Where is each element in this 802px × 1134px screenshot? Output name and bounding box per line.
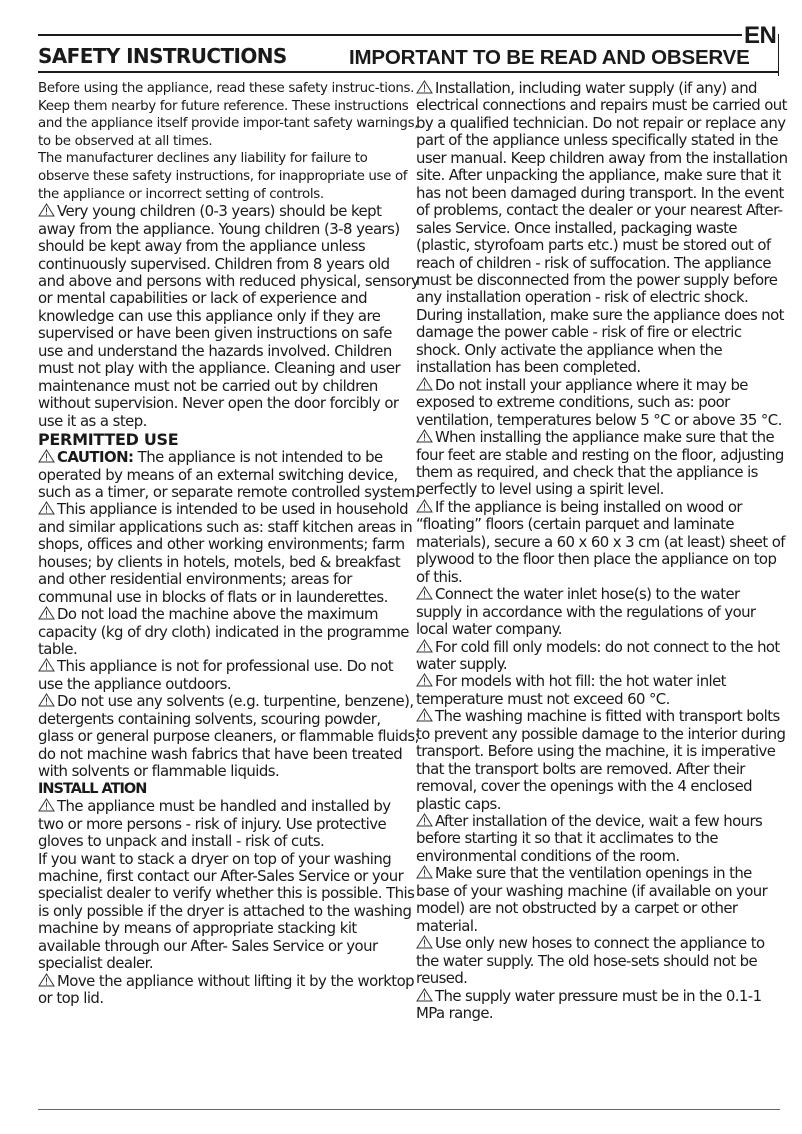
safety-item-text: Installation, including water supply (if any) and electrical connections and repairs must be carried out by a qualified technician. Do not repair or replace any part of the appliance unless specifically stated in the user manual. Keep children away from the installation site. After unpacking the appliance, make sure that it has not been damaged during transport. In the event of problems, contact the dealer or your nearest After-sales Service. Once installed, packaging waste (plastic, styrofoam parts etc.) must be stored out of reach of children - risk of suffocation. The appliance must be disconnected from the power supply before any installation operation - risk of electric shock. During installation, make sure the appliance does not damage the power cable - risk of fire or electric shock. Only activate the appliance when the installation has been completed. bbox=[416, 79, 788, 377]
intro-paragraph: Before using the appliance, read these safety instruc-tions. Keep them nearby for future reference. These instructions and the appliance itself provide impor-tant safety warnings, to be observed at all times. bbox=[38, 81, 419, 149]
safety-item bbox=[416, 813, 788, 865]
safety-item-text: For cold fill only models: do not connect to the hot water supply. bbox=[416, 637, 780, 673]
permitted-use-item-text: Do not load the machine above the maximum capacity (kg of dry cloth) indicated in the programme table. bbox=[38, 605, 409, 659]
children-warning-text: Very young children (0-3 years) should be kept away from the appliance. Young children (3-8 years) should be kept away from the appliance unless continuously supervised. Children from 8 years old and above and persons with reduced physical, sensory or mental capabilities or lack of experience and knowledge can use this appliance only if they are supervised or have been given instructions on safe use and understand the hazards involved. Children must not play with the appliance. Cleaning and user maintenance must not be carried out by children without supervision. Never open the door forcibly or use it as a step. bbox=[38, 202, 420, 430]
warning-triangle-icon bbox=[416, 988, 433, 1002]
warning-triangle-icon bbox=[38, 658, 55, 672]
safety-item-text: The supply water pressure must be in the 0.1-1 MPa range. bbox=[416, 986, 762, 1023]
safety-item bbox=[416, 639, 788, 674]
warning-triangle-icon bbox=[416, 935, 433, 949]
installation-item bbox=[38, 973, 420, 1008]
warning-triangle-icon bbox=[38, 798, 55, 812]
warning-triangle-icon bbox=[416, 429, 433, 443]
language-code: EN bbox=[744, 22, 777, 49]
permitted-use-item bbox=[38, 606, 420, 658]
permitted-use-item-text: Do not use any solvents (e.g. turpentine, benzene), detergents containing solvents, scouring powder, glass or general purpose cleaners, or flammable fluids; do not machine wash fabrics that have been treated with solvents or flammable liquids. bbox=[38, 692, 420, 781]
permitted-use-item-text: This appliance is not for professional use. Do not use the appliance outdoors. bbox=[38, 657, 394, 693]
safety-item-text: The washing machine is fitted with transport bolts to prevent any possible damage to the interior during transport. Before using the machine, it is imperative that the transport bolts are removed. After their removal, cover the openings with the 4 enclosed plastic caps. bbox=[416, 707, 786, 813]
warning-triangle-icon bbox=[416, 639, 433, 653]
warning-triangle-icon bbox=[416, 673, 433, 687]
safety-item bbox=[416, 429, 788, 499]
permitted-use-item-text: This appliance is intended to be used in household and similar applications such as: staff kitchen areas in shops, offices and other working environments; farm houses; by clients in hotels, motels, bed & breakfast and other residential environments; areas for communal use in blocks of flats or in launderettes. bbox=[38, 500, 413, 606]
safety-item-text: For models with hot fill: the hot water inlet temperature must not exceed 60 °C. bbox=[416, 672, 726, 708]
right-column bbox=[416, 80, 788, 1022]
stacking-note: If you want to stack a dryer on top of your washing machine, first contact our After-Sales Service or your specialist dealer to verify whether this is possible. This is only possible if the dryer is attached to the washing machine by means of appropriate stacking kit available through our After- Sales Service or your specialist dealer. bbox=[38, 849, 415, 973]
liability-paragraph: The manufacturer declines any liability for failure to observe these safety instructions, for inappropriate use of the appliance or incorrect setting of controls. bbox=[38, 151, 408, 202]
warning-triangle-icon bbox=[38, 606, 55, 620]
safety-item bbox=[416, 708, 788, 813]
header-vertical-rule bbox=[778, 34, 779, 76]
children-warning bbox=[38, 203, 420, 430]
page-title: SAFETY INSTRUCTIONS bbox=[38, 44, 287, 68]
warning-triangle-icon bbox=[416, 80, 433, 94]
safety-item bbox=[416, 377, 788, 429]
installation-item-text: Move the appliance without lifting it by the worktop or top lid. bbox=[38, 971, 415, 1008]
safety-item-text: When installing the appliance make sure that the four feet are stable and resting on the floor, adjusting them as required, and check that the appliance is perfectly to level using a spirit level. bbox=[416, 428, 784, 499]
safety-item bbox=[416, 988, 788, 1023]
caution-label: CAUTION: bbox=[57, 448, 134, 467]
warning-triangle-icon bbox=[416, 586, 433, 600]
warning-triangle-icon bbox=[38, 203, 55, 217]
warning-triangle-icon bbox=[416, 708, 433, 722]
installation-item bbox=[38, 798, 420, 850]
safety-item-text: Connect the water inlet hose(s) to the water supply in accordance with the regulations of your local water company. bbox=[416, 585, 756, 639]
warning-triangle-icon bbox=[38, 973, 55, 987]
warning-triangle-icon bbox=[416, 499, 433, 513]
warning-triangle-icon bbox=[416, 377, 433, 391]
permitted-use-item bbox=[38, 658, 420, 693]
warning-triangle-icon bbox=[38, 693, 55, 707]
safety-item-text: After installation of the device, wait a few hours before starting it so that it acclimates to the environmental conditions of the room. bbox=[416, 812, 763, 865]
warning-triangle-icon bbox=[416, 813, 433, 827]
safety-item bbox=[416, 673, 788, 708]
footer-rule bbox=[38, 1109, 780, 1110]
permitted-use-heading: PERMITTED USE bbox=[38, 430, 179, 450]
safety-item-text: Use only new hoses to connect the appliance to the water supply. The old hose-sets should not be reused. bbox=[416, 934, 765, 988]
header-bottom-rule bbox=[38, 71, 778, 73]
warning-triangle-icon bbox=[38, 501, 55, 515]
header-top-rule bbox=[38, 34, 742, 36]
safety-item-text: If the appliance is being installed on wood or “floating” floors (certain parquet and laminate materials), secure a 60 x 60 x 3 cm (at least) sheet of plywood to the floor then place the appliance on top of this. bbox=[416, 497, 785, 586]
installation-item-text: The appliance must be handled and installed by two or more persons - risk of injury. Use protective gloves to unpack and install - risk of cuts. bbox=[38, 797, 391, 851]
page-subtitle: IMPORTANT TO BE READ AND OBSERVE bbox=[349, 46, 750, 69]
caution-item bbox=[38, 449, 420, 501]
warning-triangle-icon bbox=[416, 865, 433, 879]
permitted-use-item bbox=[38, 501, 420, 606]
safety-item bbox=[416, 499, 788, 586]
left-column bbox=[38, 80, 420, 1008]
safety-item bbox=[416, 865, 788, 935]
safety-item bbox=[416, 586, 788, 638]
safety-item bbox=[416, 80, 788, 377]
installation-heading: INSTALL ATION bbox=[38, 780, 147, 797]
safety-item-text: Do not install your appliance where it may be exposed to extreme conditions, such as: poor ventilation, temperatures below 5 °C or above 35 °C. bbox=[416, 375, 782, 429]
caution-text: The appliance is not intended to be operated by means of an external switching device, such as a timer, or separate remote controlled system. bbox=[38, 448, 419, 501]
permitted-use-item bbox=[38, 693, 420, 780]
warning-triangle-icon bbox=[38, 449, 55, 463]
safety-item bbox=[416, 935, 788, 987]
safety-item-text: Make sure that the ventilation openings in the base of your washing machine (if available on your model) are not obstructed by a carpet or other material. bbox=[416, 864, 768, 935]
